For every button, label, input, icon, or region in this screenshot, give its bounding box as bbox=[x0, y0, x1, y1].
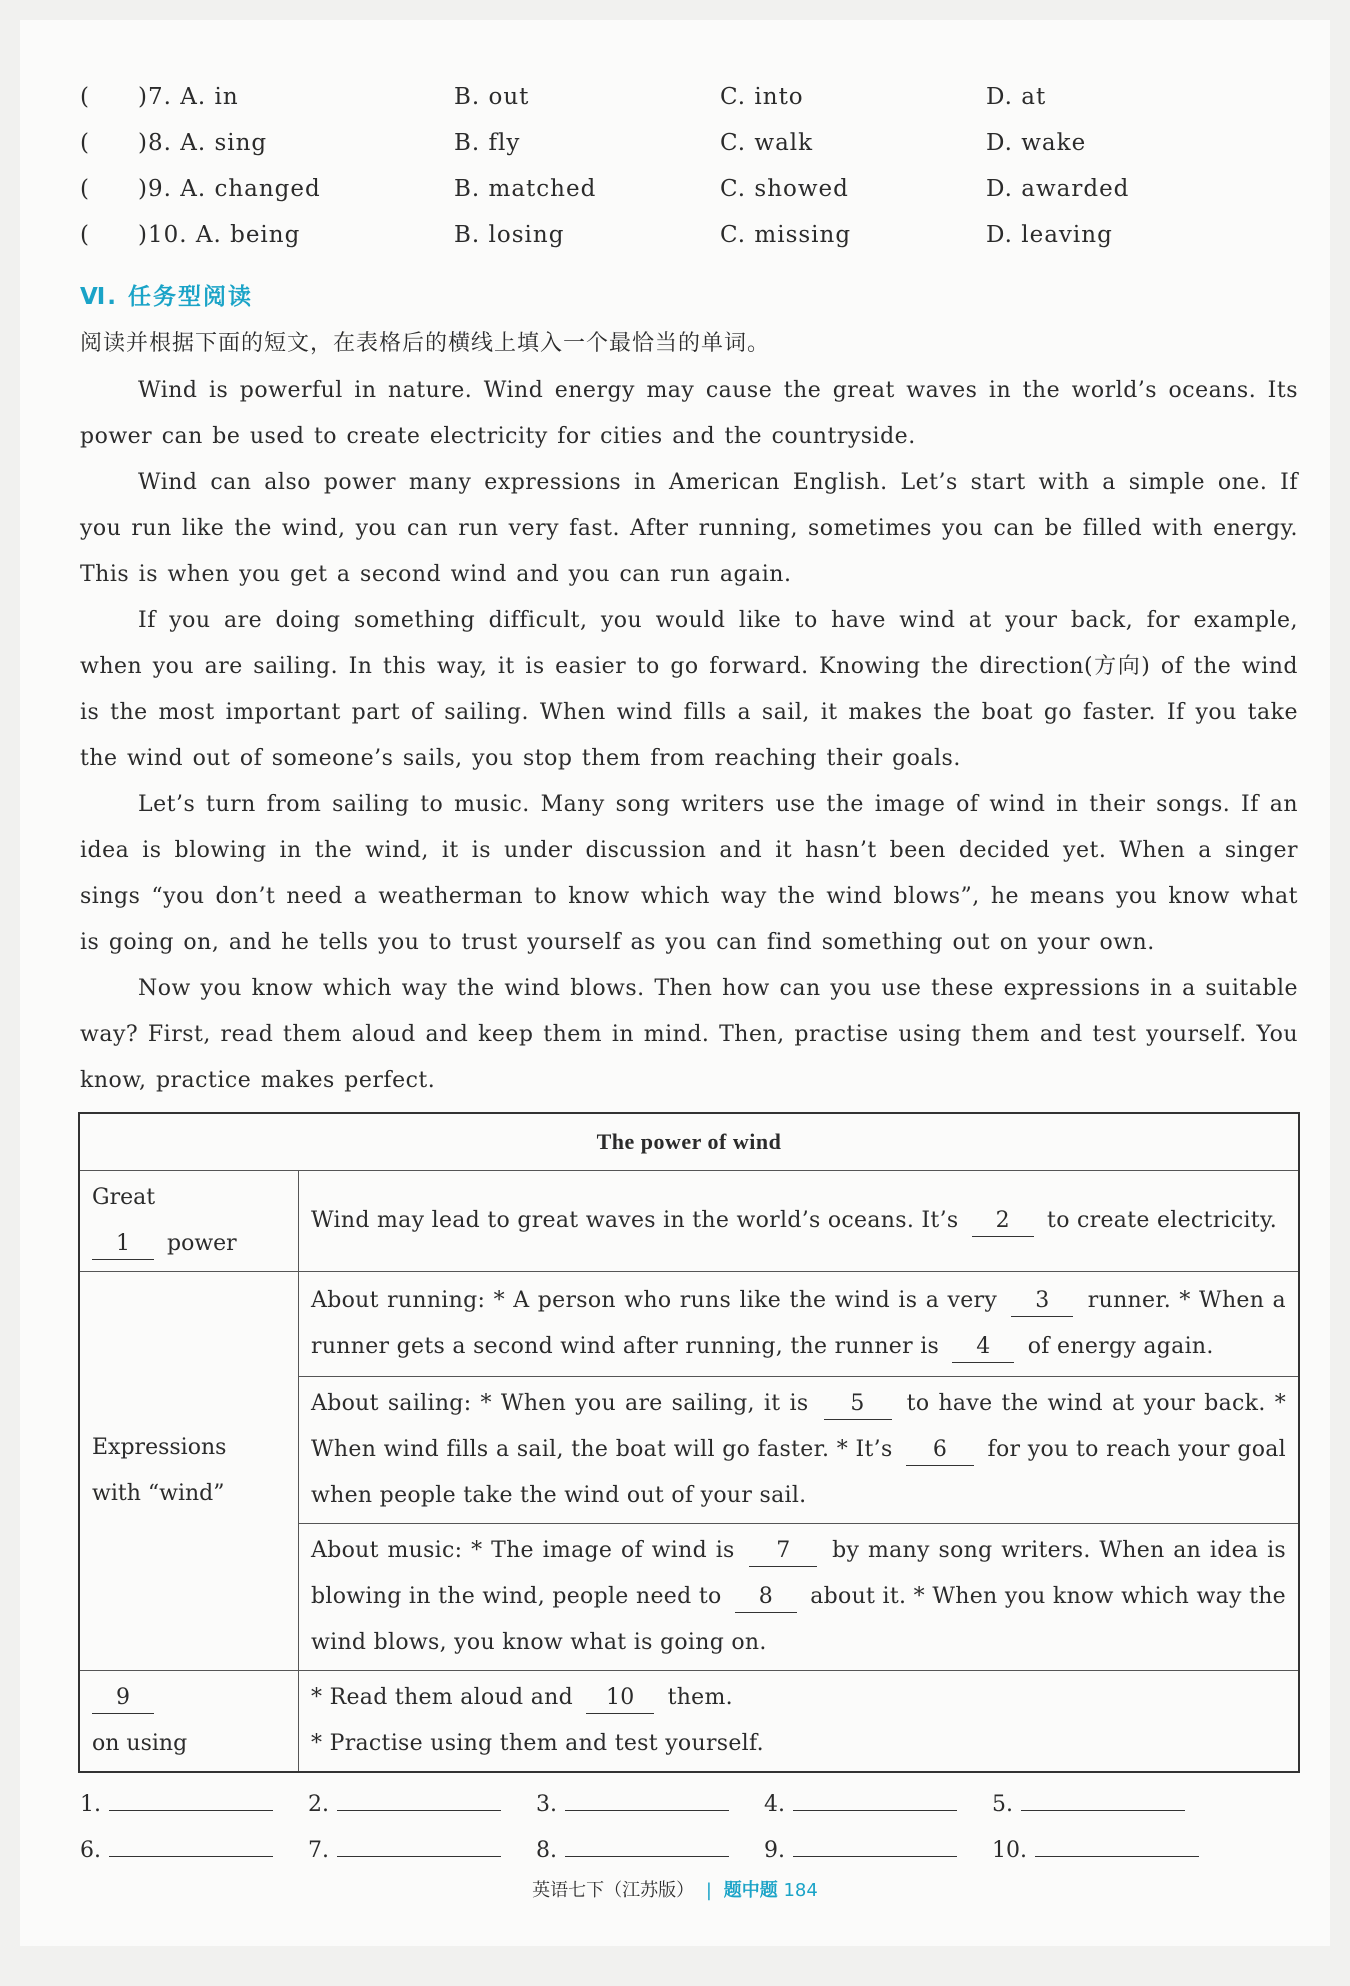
option-d: D. awarded bbox=[986, 176, 1130, 202]
cell-text: for you to reach your goal when people take the wind out of your sail. bbox=[311, 1437, 1287, 1508]
answer-number: 4. bbox=[764, 1792, 785, 1817]
row-content-running bbox=[299, 1272, 1300, 1377]
cell-text: of energy again. bbox=[1027, 1334, 1214, 1359]
answer-slot[interactable] bbox=[536, 1784, 729, 1817]
option-c: C. showed bbox=[720, 176, 849, 202]
answer-number: 6. bbox=[80, 1838, 101, 1863]
blank-9: 9 bbox=[92, 1683, 154, 1714]
option-b: B. losing bbox=[454, 222, 565, 248]
answer-paren: ( bbox=[80, 130, 90, 156]
option-a: )8. A. sing bbox=[138, 130, 268, 156]
worksheet-page bbox=[20, 20, 1330, 1946]
passage-paragraph: Let’s turn from sailing to music. Many song writers use the image of wind in their songs. If an idea is blowing in the wind, it is under discussion and it hasn’t been decided yet. When a singer sings “you don’t need a weatherman to know which way the wind blows”, he means you know what is going on, and he tells you to trust yourself as you can find something out on your own. bbox=[80, 792, 1298, 955]
table-row bbox=[79, 1671, 1299, 1773]
answer-slot[interactable] bbox=[308, 1830, 501, 1863]
label-text: Great bbox=[92, 1185, 156, 1210]
passage-paragraph: Wind is powerful in nature. Wind energy may cause the great waves in the world’s oceans. Its power can be used to create electricity for cities and the countryside. bbox=[80, 378, 1298, 449]
page-number: 184 bbox=[783, 1880, 818, 1901]
row-label bbox=[79, 1171, 299, 1272]
blank-1: 1 bbox=[92, 1229, 154, 1260]
option-c: C. walk bbox=[720, 130, 814, 156]
cell-text: Wind may lead to great waves in the world’s oceans. It’s bbox=[311, 1208, 959, 1233]
blank-2: 2 bbox=[972, 1206, 1034, 1237]
answer-paren: ( bbox=[80, 176, 90, 202]
label-text: Expressions bbox=[92, 1435, 227, 1460]
cell-text: by many song writers. When an idea is blowing in the wind, people need to bbox=[311, 1538, 1286, 1609]
answer-line[interactable] bbox=[1035, 1830, 1199, 1857]
answer-slot[interactable] bbox=[536, 1830, 729, 1863]
row-label bbox=[79, 1671, 299, 1773]
cell-text: to create electricity. bbox=[1047, 1208, 1278, 1233]
cell-text: runner. * When a runner gets a second wind after running, the runner is bbox=[311, 1288, 1286, 1359]
blank-3: 3 bbox=[1011, 1286, 1073, 1317]
label-text: on using bbox=[92, 1731, 188, 1756]
option-c: C. missing bbox=[720, 222, 852, 248]
answer-number: 2. bbox=[308, 1792, 329, 1817]
table-row bbox=[79, 1272, 1299, 1377]
answer-line[interactable] bbox=[337, 1784, 501, 1811]
answer-line[interactable] bbox=[793, 1784, 957, 1811]
answer-slot[interactable] bbox=[764, 1784, 957, 1817]
brand-name: 题中题 bbox=[723, 1880, 778, 1901]
answer-slot[interactable] bbox=[992, 1784, 1185, 1817]
option-b: B. out bbox=[454, 84, 530, 110]
option-b: B. fly bbox=[454, 130, 521, 156]
answer-number: 1. bbox=[80, 1792, 101, 1817]
option-c: C. into bbox=[720, 84, 804, 110]
answer-slot[interactable] bbox=[992, 1830, 1199, 1863]
answer-number: 8. bbox=[536, 1838, 557, 1863]
answer-number: 5. bbox=[992, 1792, 1013, 1817]
row-content bbox=[299, 1171, 1300, 1272]
label-text: power bbox=[167, 1231, 237, 1256]
option-b: B. matched bbox=[454, 176, 597, 202]
option-a: )10. A. being bbox=[138, 222, 301, 248]
cell-text: About running: * A person who runs like the wind is a very bbox=[311, 1288, 998, 1313]
row-label-expressions bbox=[79, 1272, 299, 1671]
passage-paragraph: Now you know which way the wind blows. Then how can you use these expressions in a suitable way? First, read them aloud and keep them in mind. Then, practise using them and test yourself. You know, practice makes perfect. bbox=[80, 976, 1298, 1093]
answer-number: 7. bbox=[308, 1838, 329, 1863]
section-instruction: 阅读并根据下面的短文，在表格后的横线上填入一个最恰当的单词。 bbox=[80, 331, 771, 356]
page-footer bbox=[20, 1876, 1330, 1902]
table-title: The power of wind bbox=[79, 1113, 1299, 1171]
answer-line[interactable] bbox=[109, 1830, 273, 1857]
book-title: 英语七下（江苏版） bbox=[532, 1880, 695, 1901]
passage-paragraph: Wind can also power many expressions in American English. Let’s start with a simple one. If you run like the wind, you can run very fast. After running, sometimes you can be filled with energy. This is when you get a second wind and you can run again. bbox=[80, 470, 1298, 587]
cell-text: them. bbox=[667, 1685, 733, 1710]
passage-paragraph: If you are doing something difficult, you would like to have wind at your back, for example, when you are sailing. In this way, it is easier to go forward. Knowing the direction(方向) of the wind is the most important part of sailing. When wind fills a sail, it makes the boat go faster. If you take the wind out of someone’s sails, you stop them from reaching their goals. bbox=[80, 608, 1298, 771]
summary-table bbox=[78, 1112, 1300, 1773]
answer-line[interactable] bbox=[565, 1830, 729, 1857]
answer-number: 3. bbox=[536, 1792, 557, 1817]
option-d: D. wake bbox=[986, 130, 1087, 156]
answer-line[interactable] bbox=[793, 1830, 957, 1857]
cell-text: * Read them aloud and bbox=[311, 1685, 573, 1710]
answer-line[interactable] bbox=[1021, 1784, 1185, 1811]
row-content-music bbox=[299, 1524, 1300, 1671]
cell-text: About sailing: * When you are sailing, it is bbox=[311, 1391, 809, 1416]
cell-text: about it. * When you know which way the wind blows, you know what is going on. bbox=[311, 1584, 1287, 1655]
cell-text: * Practise using them and test yourself. bbox=[311, 1731, 764, 1756]
section-title: Ⅵ. 任务型阅读 bbox=[80, 284, 254, 310]
table-row bbox=[79, 1171, 1299, 1272]
answer-line[interactable] bbox=[565, 1784, 729, 1811]
option-a: )7. A. in bbox=[138, 84, 239, 110]
option-d: D. at bbox=[986, 84, 1047, 110]
option-d: D. leaving bbox=[986, 222, 1113, 248]
cell-text: About music: * The image of wind is bbox=[311, 1538, 735, 1563]
label-text: with “wind” bbox=[92, 1481, 225, 1506]
blank-8: 8 bbox=[735, 1582, 797, 1613]
answer-paren: ( bbox=[80, 222, 90, 248]
option-a: )9. A. changed bbox=[138, 176, 321, 202]
answer-number: 10. bbox=[992, 1838, 1027, 1863]
cell-text: to have the wind at your back. * When wind fills a sail, the boat will go faster. * It’s bbox=[311, 1391, 1287, 1462]
answer-slot[interactable] bbox=[80, 1830, 273, 1863]
answer-line[interactable] bbox=[109, 1784, 273, 1811]
footer-separator: | bbox=[705, 1880, 712, 1901]
answer-line[interactable] bbox=[337, 1830, 501, 1857]
answer-paren: ( bbox=[80, 84, 90, 110]
answer-slot[interactable] bbox=[80, 1784, 273, 1817]
blank-6: 6 bbox=[906, 1435, 974, 1466]
row-content bbox=[299, 1671, 1300, 1773]
blank-4: 4 bbox=[952, 1332, 1014, 1363]
blank-10: 10 bbox=[586, 1683, 654, 1714]
answer-slot[interactable] bbox=[308, 1784, 501, 1817]
answer-number: 9. bbox=[764, 1838, 785, 1863]
blank-7: 7 bbox=[749, 1536, 817, 1567]
blank-5: 5 bbox=[824, 1389, 892, 1420]
answer-slot[interactable] bbox=[764, 1830, 957, 1863]
row-content-sailing bbox=[299, 1377, 1300, 1524]
reading-passage bbox=[80, 368, 1298, 1104]
